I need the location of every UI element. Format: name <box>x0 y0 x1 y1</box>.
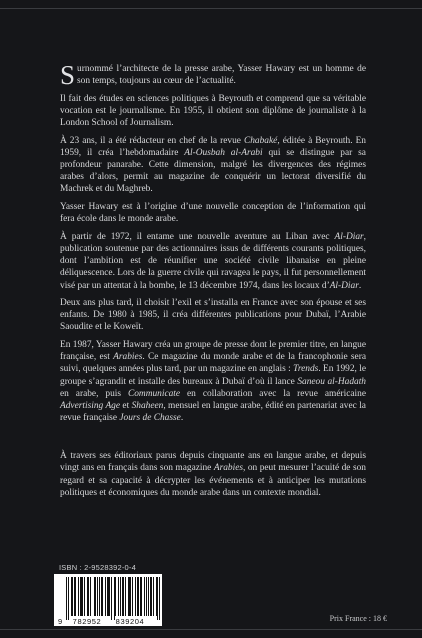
barcode-bar <box>123 577 124 616</box>
barcode-bar <box>137 577 138 616</box>
barcode-left-group: 782952 <box>72 617 102 626</box>
barcode-bar <box>72 577 73 616</box>
barcode-bar <box>114 577 115 620</box>
barcode-bar <box>82 577 83 616</box>
paragraph-4: Yasser Hawary est à l’origine d’une nouvelle conception de l’information qui fera école dans le monde arabe. <box>60 202 366 225</box>
bottom-border-line <box>0 629 422 630</box>
barcode-bar <box>80 577 81 616</box>
barcode-bar <box>101 577 102 616</box>
barcode-bar <box>109 577 110 616</box>
barcode-bar <box>141 577 142 616</box>
barcode-bar <box>81 577 82 616</box>
paragraph-1: Surnommé l’architecte de la presse arabe, Yasser Hawary est un homme de son temps, toujours au cœur de l’actualité. <box>60 60 366 90</box>
barcode-bar <box>130 577 131 616</box>
barcode-graphic <box>54 574 162 626</box>
barcode-bar <box>105 577 106 616</box>
barcode-bar <box>146 577 147 616</box>
barcode-bar <box>99 577 100 616</box>
paragraph-7: En 1987, Yasser Hawary créa un groupe de presse dont le premier titre, en langue française, est Arabies. Ce magazine du monde arabe et de la francophonie sera suivi, quelques années plus tard, par un magazine en anglais : Trends. En 1992, le groupe s’agrandit et installe des bureaux à Dubaï d’où il lance Saneou al-Hadath en arabe, puis Communicate en collaboration avec la revue américaine Advertising Age et Shaheen, mensuel en langue arabe, édité en partenariat avec la revue française Jours de Chasse. <box>60 340 366 424</box>
barcode-bar <box>122 577 123 616</box>
barcode-bar <box>66 577 67 620</box>
barcode-bar <box>115 577 116 616</box>
barcode-bar <box>108 577 109 616</box>
paragraph-3: À 23 ans, il a été rédacteur en chef de la revue Chabaké, éditée à Beyrouth. En 1959, il créa l’hebdomadaire Al-Ousbah al-Arabi qui se distingue par sa profondeur panarabe. Cette dimension, malgré les divergences des régimes arabes d’alors, permit au magazine de conquérir un lectorat diversifié du Machrek et du Maghreb. <box>60 135 366 195</box>
barcode-bar <box>150 577 151 616</box>
barcode-bar <box>157 577 158 620</box>
barcode-bar <box>74 577 75 616</box>
barcode-bar <box>118 577 119 616</box>
barcode-bar <box>95 577 96 616</box>
barcode-first-digit: 9 <box>58 617 63 626</box>
barcode-bar <box>90 577 91 616</box>
paragraph-8: À travers ses éditoriaux parus depuis cinquante ans en langue arabe, et depuis vingt ans en français dans son magazine Arabies, on peut mesurer l’acuité de son regard et sa capacité à décrypter les événements et à anticiper les mutations politiques et économiques du monde arabe dans un contexte mondial. <box>60 451 366 498</box>
blurb-text <box>60 60 366 504</box>
barcode-bar <box>102 577 103 616</box>
barcode-bar <box>107 577 108 616</box>
barcode-bar <box>159 577 160 620</box>
paragraph-5: À partir de 1972, il entame une nouvelle aventure au Liban avec Al-Diar, publication soutenue par des actionnaires issus de différents courants politiques, dont l’ambition est de réunifier une société civile libanaise en pleine déliquescence. Lors de la guerre civile qui ravagea le pays, il fut personnellement visé par un attentat à la bombe, le 13 décembre 1974, dans les locaux d’Al-Diar. <box>60 231 366 291</box>
barcode-bar <box>135 577 136 616</box>
barcode-bar <box>144 577 145 616</box>
barcode-bar <box>153 577 154 616</box>
barcode-bar <box>140 577 141 616</box>
barcode-bar <box>125 577 126 616</box>
barcode-bar <box>138 577 139 616</box>
barcode-bar <box>84 577 85 616</box>
top-border-line <box>0 8 422 9</box>
barcode-bar <box>94 577 95 616</box>
barcode-right-group: 839204 <box>115 617 145 626</box>
paragraph-2: Il fait des études en sciences politiques à Beyrouth et comprend que sa véritable vocation est le journalisme. En 1955, il obtient son diplôme de journaliste à la London School of Journalism. <box>60 93 366 129</box>
barcode-bar <box>97 577 98 616</box>
drop-cap: S <box>60 60 76 90</box>
barcode-bar <box>87 577 88 616</box>
barcode-bar <box>78 577 79 616</box>
barcode-bar <box>68 577 69 620</box>
barcode <box>54 574 162 626</box>
barcode-bar <box>71 577 72 616</box>
price-label: Prix France : 18 € <box>329 614 387 623</box>
barcode-bar <box>156 577 157 616</box>
barcode-bar <box>129 577 130 616</box>
paragraph-6: Deux ans plus tard, il choisit l’exil et s’installa en France avec son épouse et ses enfants. De 1980 à 1985, il créa différentes publications pour Dubaï, l’Arabie Saoudite et le Koweït. <box>60 298 366 333</box>
isbn-label: ISBN : 2-9528392-0-4 <box>59 563 136 572</box>
barcode-bar <box>75 577 76 616</box>
barcode-bar <box>151 577 152 616</box>
barcode-bar <box>88 577 89 616</box>
barcode-bar <box>132 577 133 616</box>
barcode-bar <box>111 577 112 620</box>
barcode-bar <box>148 577 149 616</box>
barcode-bar <box>128 577 129 616</box>
barcode-bar <box>120 577 121 616</box>
